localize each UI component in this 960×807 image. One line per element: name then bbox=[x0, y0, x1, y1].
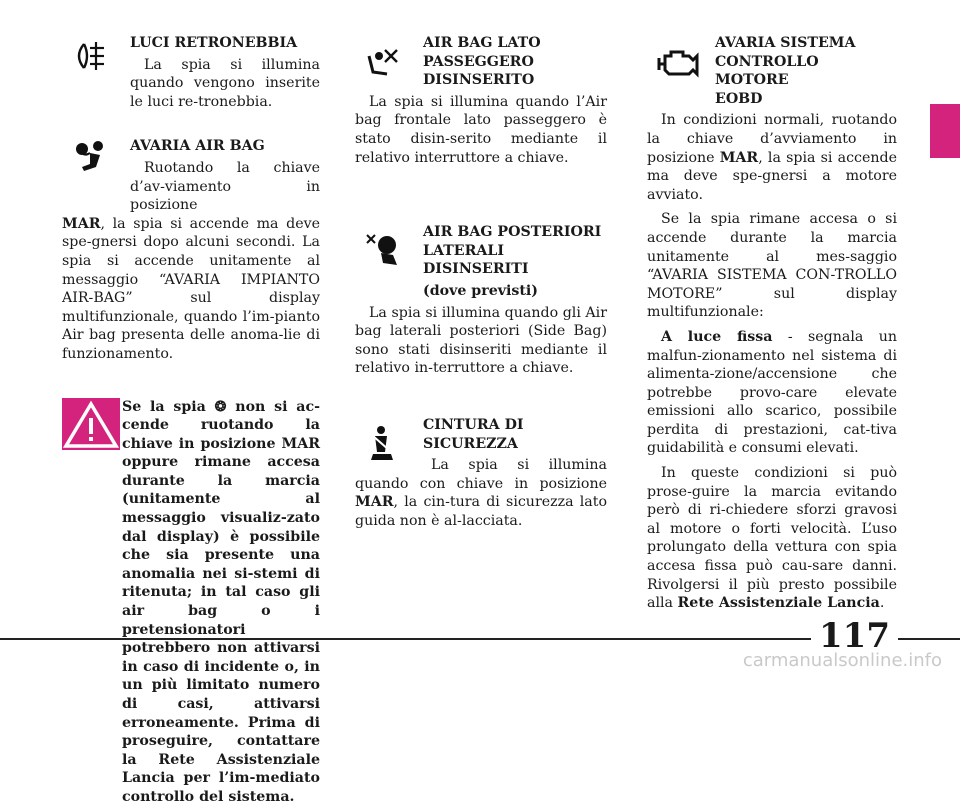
rear-fog-text: La spia si illumina quando vengono inserite le luci re-tronebbia. bbox=[130, 56, 320, 110]
seat-belt-icon bbox=[363, 424, 403, 464]
warning-box bbox=[62, 398, 320, 807]
steady-light-label: A luce fissa bbox=[661, 328, 773, 345]
mar-label: MAR bbox=[355, 494, 394, 511]
section-passenger-airbag bbox=[355, 34, 607, 167]
warning-text-b: non si ac-cende ruotando la chiave in posizione MAR oppure rimane accesa durante la marcia (unitamente al messaggio visualiz-zato dal display) è possibile che sia presente una anomalia nei si-stemi di ritenuta; in tal caso gli air bag o i pretensionatori potrebbero non attivarsi in caso di incidente o, in un più limitato numero di casi, attivarsi erroneamente. Prima di proseguire, contattare la Rete Assistenziale Lancia per l’im-mediato controllo del sistema. bbox=[122, 398, 320, 805]
mar-label: MAR bbox=[62, 215, 101, 232]
airbag-small-icon: ❂ bbox=[214, 398, 227, 415]
side-airbag-title: AIR BAG POSTERIORI LATERALI DISINSERITI bbox=[423, 224, 602, 278]
warning-text bbox=[62, 398, 320, 807]
seat-belt-text-b: , la cin-tura di sicurezza lato guida non è al-lacciata. bbox=[355, 494, 607, 529]
service-network-label: Rete Assistenziale Lancia bbox=[677, 595, 880, 612]
airbag-fault-text-a: Ruotando la chiave d’av-viamento in posizione bbox=[130, 159, 320, 214]
passenger-airbag-off-icon bbox=[363, 42, 403, 82]
section-airbag-fault bbox=[62, 137, 320, 363]
seat-belt-text bbox=[355, 456, 607, 530]
engine-check-p1-a: In condizioni normali, ruotando la chiave d’avviamento in posizione bbox=[647, 112, 897, 166]
airbag-fault-icon bbox=[70, 137, 110, 177]
column-2 bbox=[355, 34, 607, 536]
section-engine-check bbox=[647, 34, 897, 613]
airbag-fault-text bbox=[62, 215, 320, 364]
engine-check-title: AVARIA SISTEMA CONTROLLO MOTORE EOBD bbox=[715, 35, 856, 107]
engine-check-p4-b: . bbox=[879, 595, 885, 612]
seat-belt-title: CINTURA DI SICUREZZA bbox=[423, 416, 524, 452]
section-side-airbag bbox=[355, 223, 607, 378]
engine-check-p1 bbox=[647, 111, 897, 204]
section-tab bbox=[930, 104, 960, 158]
engine-check-p2: Se la spia rimane accesa o si accende durante la marcia unitamente al mes-saggio “AVARIA SISTEMA CON-TROLLO MOTORE” sul display multifunzionale: bbox=[647, 211, 897, 321]
rear-fog-title: LUCI RETRONEBBIA bbox=[130, 35, 298, 51]
column-3 bbox=[647, 34, 897, 619]
side-airbag-text: La spia si illumina quando gli Air bag laterali posteriori (Side Bag) sono stati disinseriti mediante il relativo in-terruttore a chiave. bbox=[355, 304, 607, 377]
page-number: 117 bbox=[811, 616, 898, 656]
rear-fog-light-icon bbox=[70, 36, 110, 76]
airbag-fault-text-b: , la spia si accende ma deve spe-gnersi dopo alcuni secondi. La spia si accende unitamente al messaggio “AVARIA IMPIANTO AIR-BAG” sul display multifunzionale, quando l’im-pianto Air bag presenta delle anoma-lie di funzionamento. bbox=[62, 215, 320, 362]
engine-check-p3-text: - segnala un malfun-zionamento nel sistema di alimenta-zione/accensione che potrebbe provo-care elevate emissioni allo scarico, possibile perdita di prestazioni, cat-tiva guidabilità e consumi elevati. bbox=[647, 328, 897, 457]
engine-check-p4 bbox=[647, 464, 897, 613]
airbag-fault-title: AVARIA AIR BAG bbox=[130, 138, 265, 155]
mar-label: MAR bbox=[719, 149, 759, 166]
column-1 bbox=[62, 34, 320, 807]
warning-triangle-icon bbox=[62, 398, 120, 450]
seat-belt-text-a: La spia si illumina quando con chiave in posizione bbox=[355, 457, 607, 492]
passenger-airbag-title: AIR BAG LATO PASSEGGERO DISINSERITO bbox=[423, 35, 541, 89]
section-rear-fog bbox=[62, 34, 320, 111]
side-airbag-off-icon bbox=[363, 229, 403, 269]
warning-text-a: Se la spia bbox=[122, 398, 206, 415]
side-airbag-subtitle: (dove previsti) bbox=[423, 282, 539, 299]
watermark: carmanualsonline.info bbox=[742, 650, 942, 671]
engine-check-p3 bbox=[647, 328, 897, 458]
engine-check-p1-b: , la spia si accende ma deve spe-gnersi a motore avviato. bbox=[647, 149, 897, 203]
passenger-airbag-text: La spia si illumina quando l’Air bag frontale lato passeggero è stato disin-serito mediante il relativo interruttore a chiave. bbox=[355, 93, 607, 166]
engine-check-p4-a: In queste condizioni si può prose-guire la marcia evitando però di ri-chiedere sforzi gravosi al motore o forti velocità. L’uso prolungato della vettura con spia accesa fissa può cau-sare danni. Rivolgersi il più presto possibile alla bbox=[647, 465, 897, 612]
engine-check-icon bbox=[655, 42, 701, 82]
section-seat-belt bbox=[355, 416, 607, 531]
